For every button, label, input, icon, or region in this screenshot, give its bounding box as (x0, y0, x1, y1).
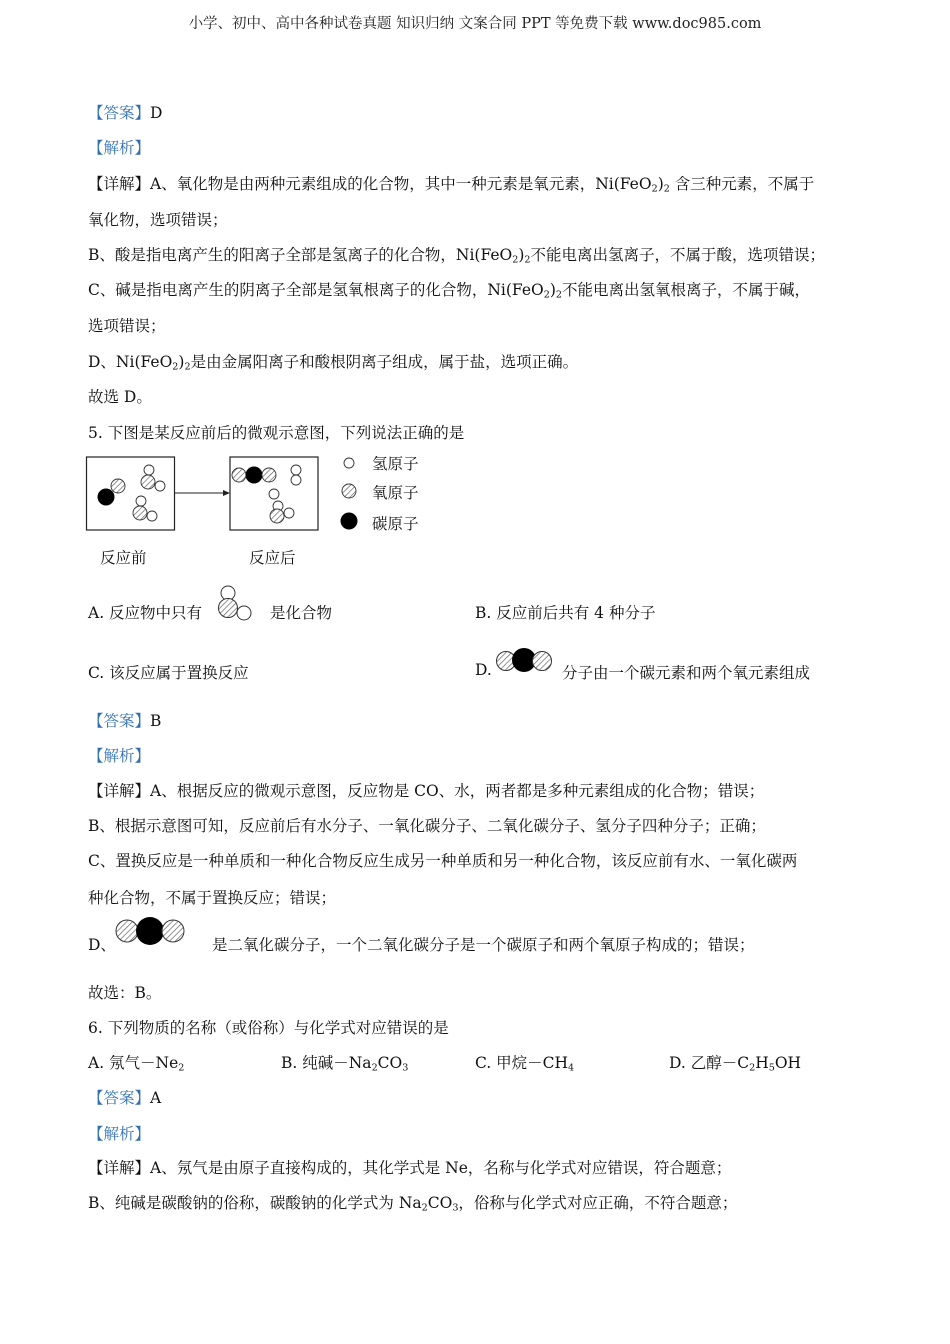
q5-analysis-tag: 【解析】 (88, 747, 151, 765)
q5-option-a-pre: A. 反应物中只有 (88, 604, 203, 622)
q5-detail-d-post: 是二氧化碳分子，一个二氧化碳分子是一个碳原子和两个氧原子构成的；错误； (212, 936, 755, 954)
label-after: 反应后 (249, 549, 296, 567)
q4-answer (88, 101, 162, 123)
q4-conclusion: 故选 D。 (88, 388, 152, 406)
legend-oxygen: 氧原子 (372, 484, 419, 502)
q4-detail-a-line2: 氧化物，选项错误； (88, 211, 228, 229)
q4-detail-c-line1: C、碱是指电离产生的阴离子全部是氢氧根离子的化合物，$Ni(FeO_2)_2$不能电离出氢氧根离子，不属于碱， (88, 281, 811, 301)
legend-carbon: 碳原子 (372, 515, 419, 533)
q5-detail-c-line2: 种化合物，不属于置换反应；错误； (88, 889, 337, 907)
legend-hydrogen: 氢原子 (372, 455, 419, 473)
q5-detail-c-line1: C、置换反应是一种单质和一种化合物反应生成另一种单质和另一种化合物，该反应前有水、一氧化碳两 (88, 852, 798, 870)
q5-option-d-post: 分子由一个碳元素和两个氧元素组成 (562, 664, 811, 682)
q6-option-a: A. 氖气$-Ne_2$ (88, 1054, 185, 1074)
q5-detail-d-pre: D、 (88, 936, 116, 954)
label-before: 反应前 (100, 549, 147, 567)
answer-value: D (150, 104, 163, 122)
q6-detail-a: 【详解】A、氖气是由原子直接构成的，其化学式是 Ne，名称与化学式对应错误，符合题意； (88, 1159, 732, 1177)
co2-molecule-icon (495, 646, 555, 676)
q6-option-c: C. 甲烷$-CH_4$ (475, 1054, 575, 1074)
co2-molecule-icon (115, 916, 190, 948)
water-molecule-icon (214, 585, 254, 627)
page-header: 小学、初中、高中各种试卷真题 知识归纳 文案合同 PPT 等免费下载 www.doc985.com (188, 16, 762, 32)
detail-tag: 【详解】 (88, 175, 151, 193)
q5-answer: 【答案】B (88, 712, 162, 730)
q5-option-a-post: 是化合物 (270, 604, 333, 622)
q4-detail-a-line1: 【详解】A、氧化物是由两种元素组成的化合物，其中一种元素是氧元素，$Ni(FeO_2)_2$ 含三种元素，不属于 (88, 175, 815, 195)
q6-stem: 6. 下列物质的名称（或俗称）与化学式对应错误的是 (88, 1019, 449, 1037)
q6-answer: 【答案】A (88, 1089, 162, 1107)
q4-detail-b: B、酸是指电离产生的阳离子全部是氢离子的化合物，$Ni(FeO_2)_2$不能电离出氢离子，不属于酸，选项错误； (88, 246, 826, 266)
q6-detail-b: B、纯碱是碳酸钠的俗称，碳酸钠的化学式为 $Na_2CO_3$，俗称与化学式对应正确，不符合题意； (88, 1194, 738, 1214)
q6-option-d: D. 乙醇$-C_2H_5OH$ (669, 1054, 802, 1074)
q5-conclusion: 故选：B。 (88, 984, 162, 1002)
q6-option-b: B. 纯碱$-Na_2CO_3$ (281, 1054, 409, 1074)
q5-option-b: B. 反应前后共有 4 种分子 (475, 604, 656, 622)
q5-option-c: C. 该反应属于置换反应 (88, 664, 249, 682)
q4-analysis-tag: 【解析】 (88, 139, 151, 157)
q5-option-d-pre: D. (475, 661, 492, 679)
answer-tag: 【答案】 (88, 104, 151, 122)
q5-detail-b: B、根据示意图可知，反应前后有水分子、一氧化碳分子、二氧化碳分子、氢分子四种分子；正确； (88, 817, 766, 835)
q4-detail-d: D、$Ni(FeO_2)_2$是由金属阳离子和酸根阴离子组成，属于盐，选项正确。 (88, 353, 579, 373)
q4-detail-c-line2: 选项错误； (88, 317, 166, 335)
q5-detail-a: 【详解】A、根据反应的微观示意图，反应物是 CO、水，两者都是多种元素组成的化合物；错误； (88, 782, 765, 800)
q6-analysis-tag: 【解析】 (88, 1125, 151, 1143)
q5-stem: 5. 下图是某反应前后的微观示意图，下列说法正确的是 (88, 424, 465, 442)
